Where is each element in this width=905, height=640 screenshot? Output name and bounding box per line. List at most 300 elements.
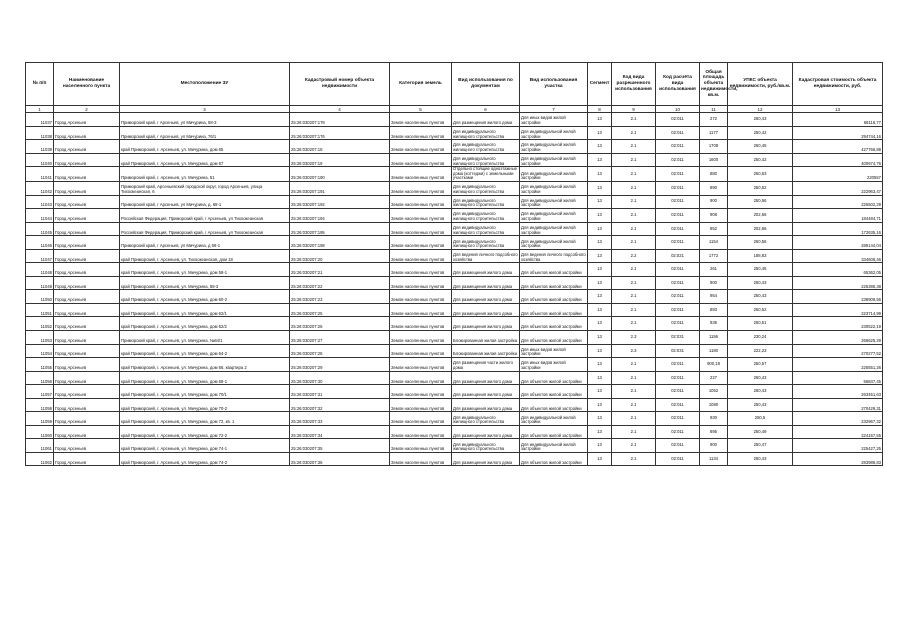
land-location-cell: край Приморский, г. Арсеньев, ул. Мичурина, дом 72, кв. 1 (120, 412, 290, 426)
land-category-cell: Земли населенных пунктов (390, 276, 452, 290)
table-row (26, 222, 883, 236)
cadastral-value-cell: 238909,56 (793, 290, 883, 304)
actual-use-cell: Для индивидуальной жилой застройки (520, 195, 588, 209)
actual-use-cell: Для индивидуальной жилой застройки (520, 236, 588, 250)
documented-use-cell: Для размещения жилого дома (452, 113, 520, 127)
column-header: Сегмент (588, 63, 612, 106)
settlement-name-cell: Город Арсеньев (54, 263, 120, 277)
documented-use-cell: Для индивидуального жилищного строительства (452, 412, 520, 426)
land-category-cell: Земли населенных пунктов (390, 385, 452, 399)
land-category-cell: Земли населенных пунктов (390, 425, 452, 439)
permitted-use-code-cell: 2.1 (612, 385, 656, 399)
row-number-cell: 11037 (26, 113, 54, 127)
cadastral-number-cell: 25:26:030207:32 (290, 398, 390, 412)
cadastral-number-cell: 25:26:030207:30 (290, 371, 390, 385)
permitted-use-code-cell: 2.1 (612, 425, 656, 439)
row-number-cell: 11042 (26, 181, 54, 195)
area-cell: 1156 (700, 330, 728, 344)
documented-use-cell: Для размещения жилого дома (452, 371, 520, 385)
actual-use-cell: Для индивидуальной жилой застройки (520, 126, 588, 140)
settlement-name-cell: Город Арсеньев (54, 222, 120, 236)
actual-use-cell: Для объектов жилой застройки (520, 330, 588, 344)
documented-use-cell: Для индивидуального жилищного строительства (452, 209, 520, 223)
column-number: 9 (612, 106, 656, 113)
table-row (26, 425, 883, 439)
specific-cadastral-value-cell: 250,51 (728, 317, 793, 331)
specific-cadastral-value-cell: 188,83 (728, 249, 793, 263)
use-calc-code-cell: 02:011 (656, 153, 700, 167)
column-number: 4 (290, 106, 390, 113)
segment-cell: 13 (588, 249, 612, 263)
land-category-cell: Земли населенных пунктов (390, 371, 452, 385)
permitted-use-code-cell: 2.1 (612, 181, 656, 195)
column-header: Код расчёта вида использования (656, 63, 700, 106)
cadastral-value-cell: 334606,46 (793, 249, 883, 263)
land-location-cell: край Приморский, г. Арсеньев, ул. Мичурина, дом 64-2 (120, 344, 290, 358)
cadastral-number-cell: 25:26:030207:191 (290, 181, 390, 195)
settlement-name-cell: Город Арсеньев (54, 398, 120, 412)
documented-use-cell: Для размещения жилого дома (452, 290, 520, 304)
area-cell: 1600 (700, 153, 728, 167)
cadastral-number-cell: 25:26:030207:33 (290, 412, 390, 426)
permitted-use-code-cell: 2.1 (612, 195, 656, 209)
permitted-use-code-cell: 2.1 (612, 263, 656, 277)
land-category-cell: Земли населенных пунктов (390, 412, 452, 426)
use-calc-code-cell: 02:011 (656, 276, 700, 290)
specific-cadastral-value-cell: 222,23 (728, 344, 793, 358)
land-location-cell: край Приморский, г. Арсеньев, ул. Мичурина, дом 72-2 (120, 425, 290, 439)
use-calc-code-cell: 02:011 (656, 452, 700, 466)
actual-use-cell: Для объектов жилой застройки (520, 385, 588, 399)
actual-use-cell: Для объектов жилой застройки (520, 303, 588, 317)
column-number: 2 (54, 106, 120, 113)
segment-cell: 13 (588, 425, 612, 439)
table-row (26, 195, 883, 209)
cadastral-value-cell: 222963,47 (793, 181, 883, 195)
land-category-cell: Земли населенных пунктов (390, 439, 452, 453)
land-category-cell: Земли населенных пунктов (390, 317, 452, 331)
actual-use-cell: Для иных видов жилой застройки (520, 358, 588, 372)
actual-use-cell: Для индивидуальной жилой застройки (520, 167, 588, 182)
documented-use-cell: Для размещения части жилого дома (452, 358, 520, 372)
land-location-cell: край Приморский, г. Арсеньев, ул. Мичурина, дом 60-2 (120, 290, 290, 304)
specific-cadastral-value-cell: 250,43 (728, 113, 793, 127)
documented-use-cell: Для размещения жилого дома (452, 385, 520, 399)
land-category-cell: Земли населенных пунктов (390, 195, 452, 209)
cadastral-value-cell: 283986,83 (793, 452, 883, 466)
segment-cell: 13 (588, 290, 612, 304)
settlement-name-cell: Город Арсеньев (54, 249, 120, 263)
area-cell: 1772 (700, 249, 728, 263)
area-cell: 272 (700, 113, 728, 127)
cadastral-value-table (25, 62, 883, 466)
segment-cell: 13 (588, 412, 612, 426)
cadastral-number-cell: 25:26:030207:36 (290, 452, 390, 466)
cadastral-value-cell: 266625,29 (793, 330, 883, 344)
land-location-cell: край Приморский, г. Арсеньев, ул. Тихоокеанская, дом 18 (120, 249, 290, 263)
documented-use-cell: Для ведения личного подсобного хозяйства (452, 249, 520, 263)
settlement-name-cell: Город Арсеньев (54, 126, 120, 140)
documented-use-cell: Для размещения жилого дома (452, 317, 520, 331)
permitted-use-code-cell: 2.3 (612, 330, 656, 344)
area-cell: 900 (700, 276, 728, 290)
column-number: 5 (390, 106, 452, 113)
documented-use-cell: Для размещения жилого дома (452, 452, 520, 466)
table-header-row (26, 63, 883, 106)
land-category-cell: Земли населенных пунктов (390, 126, 452, 140)
table-row (26, 209, 883, 223)
specific-cadastral-value-cell: 250,52 (728, 303, 793, 317)
land-location-cell: край Приморский, г. Арсеньев, ул. Мичурина, дом 68-1 (120, 371, 290, 385)
documented-use-cell: Для индивидуального жилищного строительства (452, 153, 520, 167)
land-location-cell: край Приморский, г. Арсеньев, ул. Мичурина, дом 70-2 (120, 398, 290, 412)
settlement-name-cell: Город Арсеньев (54, 153, 120, 167)
row-number-cell: 11062 (26, 452, 54, 466)
table-row (26, 412, 883, 426)
cadastral-value-cell: 184484,71 (793, 209, 883, 223)
actual-use-cell: Для ведения личного подсобного хозяйства (520, 249, 588, 263)
table-row (26, 140, 883, 154)
table-row (26, 236, 883, 250)
permitted-use-code-cell: 2.1 (612, 126, 656, 140)
specific-cadastral-value-cell: 250,43 (728, 290, 793, 304)
specific-cadastral-value-cell: 250,52 (728, 181, 793, 195)
area-cell: 1180 (700, 344, 728, 358)
cadastral-number-cell: 25:26:030207:176 (290, 126, 390, 140)
column-header: Код вида разрешенного использования (612, 63, 656, 106)
segment-cell: 13 (588, 276, 612, 290)
documented-use-cell: Для индивидуального жилищного строительства (452, 222, 520, 236)
cadastral-value-cell: 56847,45 (793, 371, 883, 385)
cadastral-number-cell: 25:26:030207:31 (290, 385, 390, 399)
settlement-name-cell: Город Арсеньев (54, 140, 120, 154)
permitted-use-code-cell: 2.1 (612, 439, 656, 453)
actual-use-cell: Для объектов жилой застройки (520, 317, 588, 331)
row-number-cell: 11043 (26, 195, 54, 209)
segment-cell: 13 (588, 113, 612, 127)
permitted-use-code-cell: 2.1 (612, 371, 656, 385)
table-body (26, 113, 883, 466)
land-location-cell: край Приморский, г. Арсеньев, ул. Мичурина, дом 66, квартира 2 (120, 358, 290, 372)
use-calc-code-cell: 02:011 (656, 358, 700, 372)
segment-cell: 13 (588, 439, 612, 453)
cadastral-number-cell: 25:26:030207:198 (290, 236, 390, 250)
cadastral-number-cell: 25:26:030207:195 (290, 222, 390, 236)
segment-cell: 13 (588, 398, 612, 412)
land-location-cell: край Приморский, г. Арсеньев, ул. Мичурина, дом 62/1 (120, 303, 290, 317)
column-header: Категория земель (390, 63, 452, 106)
specific-cadastral-value-cell: 230,24 (728, 330, 793, 344)
column-header: Вид использования по документам (452, 63, 520, 106)
land-category-cell: Земли населенных пунктов (390, 290, 452, 304)
segment-cell: 13 (588, 330, 612, 344)
area-cell: 900 (700, 195, 728, 209)
land-category-cell: Земли населенных пунктов (390, 209, 452, 223)
area-cell: 900 (700, 439, 728, 453)
cadastral-number-cell: 25:26:030207:192 (290, 195, 390, 209)
specific-cadastral-value-cell: 250,47 (728, 439, 793, 453)
area-cell: 1052 (700, 385, 728, 399)
segment-cell: 13 (588, 263, 612, 277)
actual-use-cell: Для объектов жилой застройки (520, 263, 588, 277)
cadastral-value-cell: 65362,05 (793, 263, 883, 277)
actual-use-cell: Для индивидуальной жилой застройки (520, 209, 588, 223)
row-number-cell: 11041 (26, 167, 54, 182)
column-number: 7 (520, 106, 588, 113)
segment-cell: 13 (588, 126, 612, 140)
area-cell: 900,18 (700, 358, 728, 372)
table-row (26, 303, 883, 317)
segment-cell: 13 (588, 317, 612, 331)
segment-cell: 13 (588, 153, 612, 167)
cadastral-value-cell: 225386,38 (793, 276, 883, 290)
land-location-cell: Приморский край, г Арсеньев, ул Мичурина, 76/1 (120, 126, 290, 140)
specific-cadastral-value-cell: 250,56 (728, 236, 793, 250)
land-category-cell: Земли населенных пунктов (390, 263, 452, 277)
settlement-name-cell: Город Арсеньев (54, 167, 120, 182)
actual-use-cell: Для иных видов жилой застройки (520, 113, 588, 127)
cadastral-value-cell: 224157,55 (793, 425, 883, 439)
use-calc-code-cell: 02:011 (656, 398, 700, 412)
settlement-name-cell: Город Арсеньев (54, 439, 120, 453)
land-category-cell: Земли населенных пунктов (390, 153, 452, 167)
area-cell: 227 (700, 371, 728, 385)
specific-cadastral-value-cell: 250,43 (728, 371, 793, 385)
row-number-cell: 11050 (26, 290, 54, 304)
row-number-cell: 11053 (26, 330, 54, 344)
segment-cell: 13 (588, 140, 612, 154)
table-row (26, 249, 883, 263)
row-number-cell: 11059 (26, 412, 54, 426)
cadastral-value-cell: 270429,31 (793, 398, 883, 412)
cadastral-number-cell: 25:26:030207:18 (290, 140, 390, 154)
permitted-use-code-cell: 2.1 (612, 412, 656, 426)
row-number-cell: 11048 (26, 263, 54, 277)
cadastral-value-cell: 270277,52 (793, 344, 883, 358)
cadastral-value-cell: 400674,76 (793, 153, 883, 167)
column-number: 10 (656, 106, 700, 113)
segment-cell: 13 (588, 452, 612, 466)
actual-use-cell: Для объектов жилой застройки (520, 290, 588, 304)
cadastral-number-cell: 25:26:030207:20 (290, 249, 390, 263)
actual-use-cell: Для объектов жилой застройки (520, 425, 588, 439)
documented-use-cell: Для размещения жилого дома (452, 425, 520, 439)
area-cell: 954 (700, 290, 728, 304)
column-number: 8 (588, 106, 612, 113)
row-number-cell: 11045 (26, 222, 54, 236)
specific-cadastral-value-cell: 250,49 (728, 425, 793, 439)
specific-cadastral-value-cell: 202,66 (728, 209, 793, 223)
use-calc-code-cell: 02:031 (656, 344, 700, 358)
row-number-cell: 11052 (26, 317, 54, 331)
documented-use-cell: Для размещения жилого дома (452, 263, 520, 277)
segment-cell: 13 (588, 222, 612, 236)
actual-use-cell: Для иных видов жилой застройки (520, 344, 588, 358)
land-category-cell: Земли населенных пунктов (390, 140, 452, 154)
column-header: № п/п (26, 63, 54, 106)
cadastral-number-cell: 25:26:030207:34 (290, 425, 390, 439)
use-calc-code-cell: 02:011 (656, 371, 700, 385)
row-number-cell: 11040 (26, 153, 54, 167)
settlement-name-cell: Город Арсеньев (54, 113, 120, 127)
use-calc-code-cell: 02:011 (656, 209, 700, 223)
cadastral-number-cell: 25:26:030207:35 (290, 439, 390, 453)
actual-use-cell: Для индивидуальной жилой застройки (520, 412, 588, 426)
cadastral-number-cell: 25:26:030207:25 (290, 303, 390, 317)
segment-cell: 13 (588, 209, 612, 223)
cadastral-number-cell: 25:26:030207:190 (290, 167, 390, 182)
table-row (26, 263, 883, 277)
settlement-name-cell: Город Арсеньев (54, 358, 120, 372)
actual-use-cell: Для индивидуальной жилой застройки (520, 222, 588, 236)
table-row (26, 344, 883, 358)
land-location-cell: край Приморский, г. Арсеньев, ул. Мичурина, дом 70/1 (120, 385, 290, 399)
documented-use-cell: Для индивидуального жилищного строительства (452, 126, 520, 140)
specific-cadastral-value-cell: 250,45 (728, 140, 793, 154)
permitted-use-code-cell: 2.1 (612, 398, 656, 412)
row-number-cell: 11056 (26, 371, 54, 385)
land-location-cell: Приморский край, г Арсеньев, ул Мичурина, д 68-1 (120, 236, 290, 250)
cadastral-number-cell: 25:26:030207:22 (290, 276, 390, 290)
documented-use-cell: Отдельно стоящие одноэтажные дома (коттеджи) с земельными участками (452, 167, 520, 182)
land-location-cell: Российская Федерация, Приморский край, г Арсеньев, ул Тихоокеанская (120, 222, 290, 236)
cadastral-value-cell: 427766,88 (793, 140, 883, 154)
table-row (26, 439, 883, 453)
column-header: Кадастровая стоимость объекта недвижимости, руб. (793, 63, 883, 106)
cadastral-value-cell: 172635,16 (793, 222, 883, 236)
actual-use-cell: Для объектов жилой застройки (520, 398, 588, 412)
area-cell: 1154 (700, 236, 728, 250)
permitted-use-code-cell: 2.1 (612, 317, 656, 331)
land-category-cell: Земли населенных пунктов (390, 222, 452, 236)
use-calc-code-cell: 02:011 (656, 195, 700, 209)
area-cell: 930 (700, 412, 728, 426)
documented-use-cell: Блокированная жилая застройка (452, 344, 520, 358)
cadastral-number-cell: 25:26:030207:28 (290, 344, 390, 358)
table-row (26, 167, 883, 182)
cadastral-value-cell: 223714,99 (793, 303, 883, 317)
land-category-cell: Земли населенных пунктов (390, 330, 452, 344)
area-cell: 1134 (700, 452, 728, 466)
permitted-use-code-cell: 2.1 (612, 276, 656, 290)
settlement-name-cell: Город Арсеньев (54, 209, 120, 223)
actual-use-cell: Для индивидуальной жилой застройки (520, 140, 588, 154)
permitted-use-code-cell: 2.1 (612, 167, 656, 182)
column-header: УПКС объекта недвижимости, руб./кв.м. (728, 63, 793, 106)
cadastral-number-cell: 25:26:030207:178 (290, 113, 390, 127)
specific-cadastral-value-cell: 250,42 (728, 126, 793, 140)
area-cell: 880 (700, 167, 728, 182)
permitted-use-code-cell: 2.1 (612, 153, 656, 167)
land-location-cell: край Приморский, г. Арсеньев, ул. Мичурина, дом 62/2 (120, 317, 290, 331)
land-location-cell: Приморский край, г Арсеньев, ул Мичурина, д. 68-1 (120, 195, 290, 209)
settlement-name-cell: Город Арсеньев (54, 317, 120, 331)
table-row (26, 153, 883, 167)
column-number: 3 (120, 106, 290, 113)
area-cell: 852 (700, 222, 728, 236)
cadastral-value-cell: 230522,19 (793, 317, 883, 331)
column-number: 11 (700, 106, 728, 113)
segment-cell: 13 (588, 195, 612, 209)
land-category-cell: Земли населенных пунктов (390, 303, 452, 317)
cadastral-value-cell: 289144,04 (793, 236, 883, 250)
settlement-name-cell: Город Арсеньев (54, 344, 120, 358)
settlement-name-cell: Город Арсеньев (54, 452, 120, 466)
cadastral-number-cell: 25:26:030207:23 (290, 290, 390, 304)
documented-use-cell: Для индивидуального жилищного строительства (452, 195, 520, 209)
column-header: Общая площадь объекта недвижимости, кв.м. (700, 63, 728, 106)
column-number: 13 (793, 106, 883, 113)
specific-cadastral-value-cell: 250,43 (728, 276, 793, 290)
land-location-cell: край Приморский, г. Арсеньев, ул. Мичурина, 58-3 (120, 276, 290, 290)
documented-use-cell: Для индивидуального жилищного строительства (452, 140, 520, 154)
cadastral-number-cell: 25:26:030207:29 (290, 358, 390, 372)
cadastral-value-cell: 68116,77 (793, 113, 883, 127)
column-header: Наименование населенного пункта (54, 63, 120, 106)
specific-cadastral-value-cell: 202,66 (728, 222, 793, 236)
use-calc-code-cell: 02:011 (656, 317, 700, 331)
segment-cell: 13 (588, 358, 612, 372)
documented-use-cell: Для индивидуального жилищного строительства (452, 236, 520, 250)
cadastral-value-cell: 225551,26 (793, 358, 883, 372)
actual-use-cell: Для индивидуальной жилой застройки (520, 181, 588, 195)
row-number-cell: 11044 (26, 209, 54, 223)
row-number-cell: 11049 (26, 276, 54, 290)
actual-use-cell: Для индивидуальной жилой застройки (520, 153, 588, 167)
area-cell: 1708 (700, 140, 728, 154)
column-header: Местоположение ЗУ (120, 63, 290, 106)
column-number: 6 (452, 106, 520, 113)
use-calc-code-cell: 02:011 (656, 263, 700, 277)
land-location-cell: Приморский край, г Арсеньев, ул Мичурина, 58-3 (120, 113, 290, 127)
use-calc-code-cell: 02:031 (656, 330, 700, 344)
cadastral-number-cell: 25:26:030207:27 (290, 330, 390, 344)
land-location-cell: Приморский край, Арсеньевский городской округ, город Арсеньев, улица Тихоокеанская, 6 (120, 181, 290, 195)
segment-cell: 13 (588, 236, 612, 250)
land-category-cell: Земли населенных пунктов (390, 236, 452, 250)
settlement-name-cell: Город Арсеньев (54, 290, 120, 304)
permitted-use-code-cell: 2.1 (612, 358, 656, 372)
permitted-use-code-cell: 2.1 (612, 290, 656, 304)
use-calc-code-cell: 02:011 (656, 181, 700, 195)
use-calc-code-cell: 02:011 (656, 290, 700, 304)
settlement-name-cell: Город Арсеньев (54, 276, 120, 290)
use-calc-code-cell: 02:011 (656, 439, 700, 453)
row-number-cell: 11051 (26, 303, 54, 317)
specific-cadastral-value-cell: 250,43 (728, 398, 793, 412)
land-location-cell: край Приморский, г. Арсеньев, ул. Мичурина, дом 74-1 (120, 439, 290, 453)
row-number-cell: 11046 (26, 236, 54, 250)
permitted-use-code-cell: 2.1 (612, 209, 656, 223)
actual-use-cell: Для индивидуальной жилой застройки (520, 439, 588, 453)
settlement-name-cell: Город Арсеньев (54, 303, 120, 317)
land-category-cell: Земли населенных пунктов (390, 398, 452, 412)
permitted-use-code-cell: 2.1 (612, 303, 656, 317)
segment-cell: 13 (588, 303, 612, 317)
land-category-cell: Земли населенных пунктов (390, 167, 452, 182)
cadastral-value-cell: 263451,63 (793, 385, 883, 399)
table-row (26, 317, 883, 331)
table-row (26, 385, 883, 399)
documented-use-cell: Для размещения жилого дома (452, 276, 520, 290)
use-calc-code-cell: 02:011 (656, 385, 700, 399)
settlement-name-cell: Город Арсеньев (54, 425, 120, 439)
permitted-use-code-cell: 2.1 (612, 140, 656, 154)
table-row (26, 371, 883, 385)
table-row (26, 330, 883, 344)
cadastral-value-cell: 220557 (793, 167, 883, 182)
column-number: 1 (26, 106, 54, 113)
